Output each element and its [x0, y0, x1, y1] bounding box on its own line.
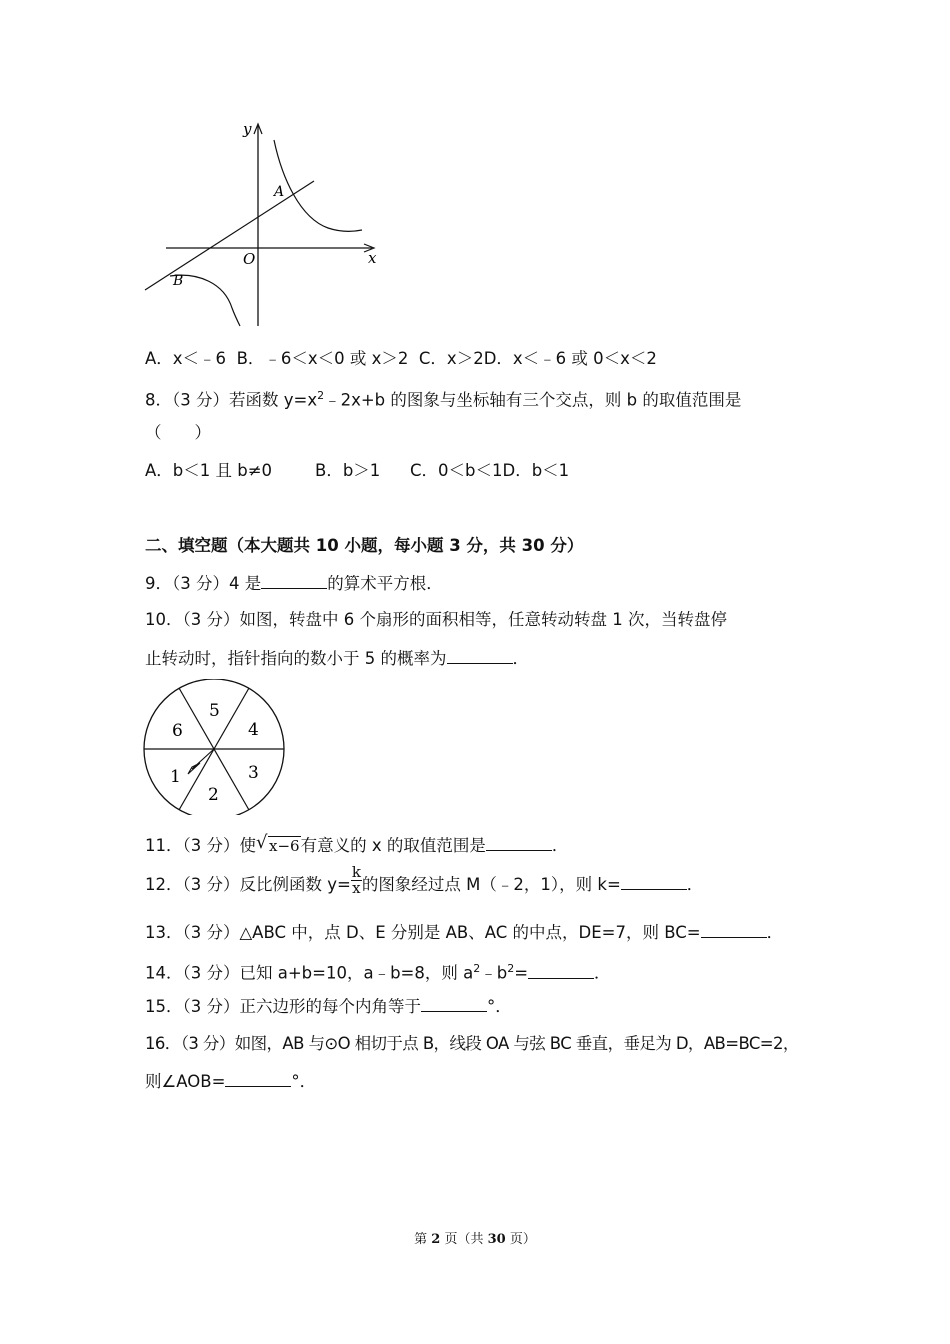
sector-6: 6: [172, 721, 183, 741]
q8-options: [145, 460, 569, 482]
q16-line1: 16．（3 分）如图，AB 与⊙O 相切于点 B，线段 OA 与弦 BC 垂直，垂足为 D，AB=BC=2，: [145, 1034, 799, 1053]
linear-function-line: [145, 181, 314, 290]
q12-answer-blank[interactable]: [621, 873, 687, 890]
q8-option-c: C．0＜b＜1: [410, 461, 503, 480]
q7-option-d: D．x＜﹣6 或 0＜x＜2: [483, 349, 657, 368]
q11: 11．（3 分）使 √ x−6有意义的 x 的取值范围是 ．: [145, 832, 569, 855]
sector-3: 3: [248, 763, 259, 783]
section-2-title: 二、填空题（本大题共 10 小题，每小题 3 分，共 30 分）: [145, 536, 584, 555]
q11-sqrt: √ x−6: [256, 832, 300, 855]
hyperbola-branch-upper: [274, 140, 362, 231]
q7-option-a: A．x＜﹣6: [145, 349, 227, 368]
q7-option-b: B．﹣6＜x＜0 或 x＞2: [236, 349, 409, 368]
q13: 13．（3 分）△ABC 中，点 D、E 分别是 AB、AC 的中点，DE=7，则 BC= ．: [145, 923, 784, 942]
q14-answer-blank[interactable]: [528, 962, 594, 979]
q8-option-b: B．b＞1: [315, 461, 381, 480]
point-a-label: A: [274, 184, 285, 200]
spinner-pointer: [188, 749, 214, 774]
q7-options: [145, 348, 657, 370]
q15-answer-blank[interactable]: [421, 995, 487, 1012]
q9-answer-blank[interactable]: [261, 572, 327, 589]
q8-option-a: A．b＜1 且 b≠0: [145, 461, 273, 480]
q12-fraction: $\frac{k}{x}$: [351, 863, 361, 897]
q11-answer-blank[interactable]: [486, 834, 552, 851]
function-graph: [140, 118, 390, 330]
y-axis-label: y: [243, 120, 252, 138]
q10-line2: 止转动时，指针指向的数小于 5 的概率为 ．: [145, 649, 529, 668]
q16-answer-blank[interactable]: [225, 1070, 291, 1087]
q15: 15．（3 分）正六边形的每个内角等于 °．: [145, 997, 512, 1016]
x-axis-label: x: [368, 249, 377, 267]
sector-5: 5: [209, 701, 220, 721]
q14: 14．（3 分）已知 a+b=10，a﹣b=8，则 $a^2﹣b^2=$ ．: [145, 962, 611, 983]
point-b-label: B: [173, 273, 184, 289]
current-page: 2: [431, 1232, 441, 1247]
q8-option-d: D．b＜1: [502, 461, 570, 480]
q13-answer-blank[interactable]: [701, 921, 767, 938]
q10-answer-blank[interactable]: [447, 647, 513, 664]
sector-4: 4: [248, 720, 259, 740]
q7-option-c: C．x＞2: [418, 349, 484, 368]
sector-1: 1: [170, 767, 181, 787]
q9: 9．（3 分）4 是 的算术平方根．: [145, 574, 443, 593]
spinner-diagram: [142, 679, 288, 815]
q12: 12．（3 分）反比例函数 y= $\frac{k}{x}$ 的图象经过点 M（﹣2，1），则 k= ．: [145, 863, 704, 897]
origin-label: O: [243, 250, 256, 268]
q10-line1: 10．（3 分）如图，转盘中 6 个扇形的面积相等，任意转动转盘 1 次，当转盘停: [145, 610, 727, 629]
q16-line2: 则∠AOB= °．: [145, 1072, 317, 1091]
q8-paren: （ ）: [145, 423, 211, 442]
total-pages: 30: [487, 1232, 506, 1247]
sector-2: 2: [208, 785, 219, 805]
page-footer: 第 2 页（共 30 页）: [414, 1232, 536, 1247]
q8-stem: 8．（3 分）若函数 $y=x^2﹣2x+b$ 的图象与坐标轴有三个交点，则 b 的取值范围是: [145, 389, 742, 410]
